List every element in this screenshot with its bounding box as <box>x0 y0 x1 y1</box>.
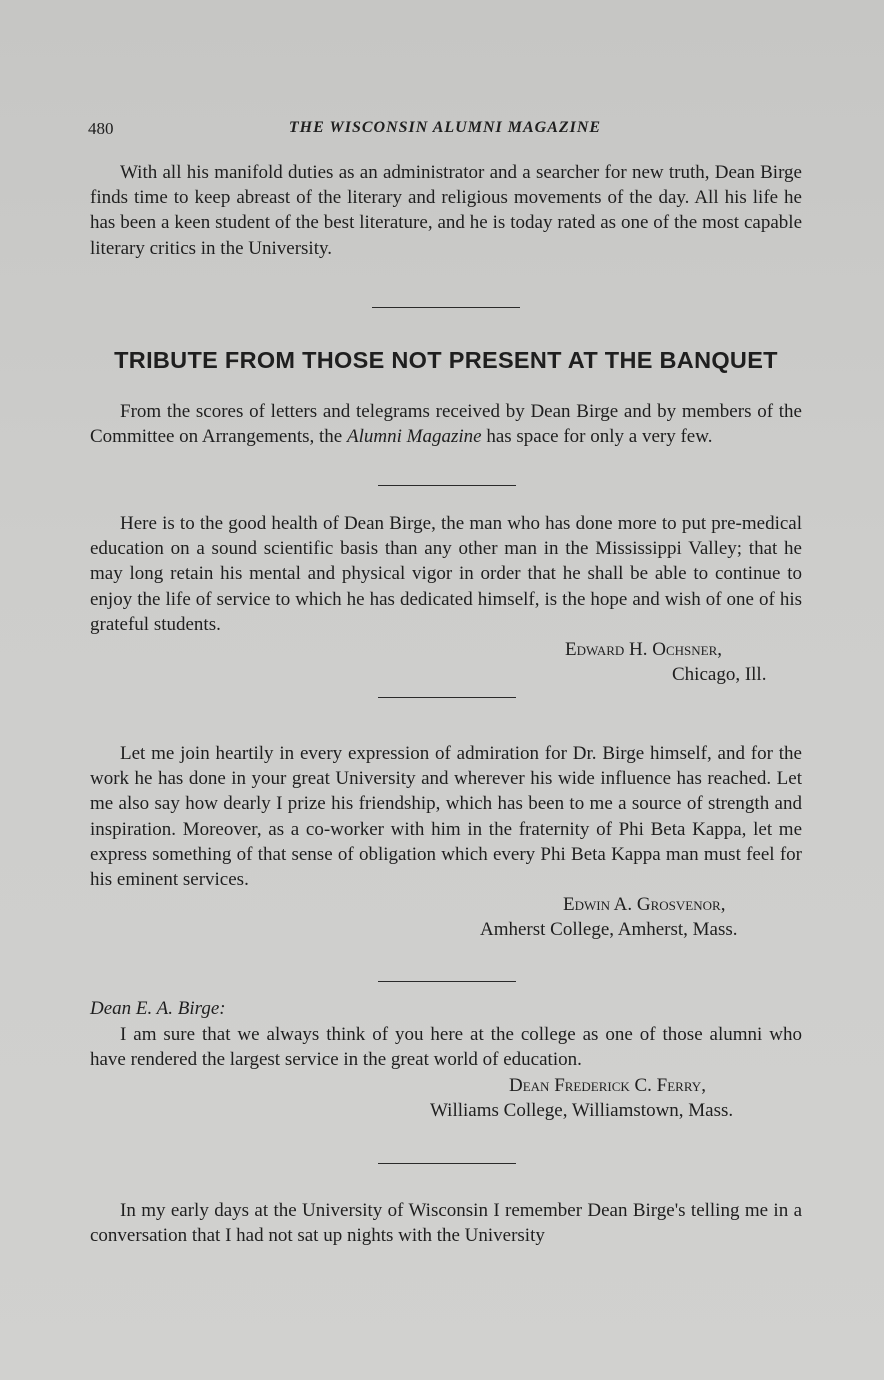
intro-paragraph-text: With all his manifold duties as an administrator and a searcher for new truth, Dean Birge finds time to keep abreast of the literary and religious movements of the day. All his life he has been a keen student of the best literature, and he is today rated as one of the most capable literary critics in the University. <box>90 162 802 259</box>
divider-rule <box>372 307 520 308</box>
tribute-ochsner-body: Here is to the good health of Dean Birge, the man who has done more to put pre-medical education on a sound scientific basis than any other man in the Mississippi Valley; that he may long retain his mental and physical vigor in order that he shall be able to continue to enjoy the life of service to which he has dedicated himself, is the hope and wish of one of his grateful students. <box>90 513 802 635</box>
magazine-name: Alumni Magazine <box>346 426 482 448</box>
signature-ferry: Dean Frederick C. Ferry, <box>509 1075 706 1096</box>
page-header <box>88 119 802 141</box>
signature-grosvenor: Edwin A. Grosvenor, <box>563 894 726 915</box>
signature-location-ferry: Williams College, Williamstown, Mass. <box>430 1100 734 1121</box>
signature-location-ochsner: Chicago, Ill. <box>672 664 767 685</box>
divider-rule <box>378 697 516 698</box>
intro-paragraph <box>90 160 802 261</box>
divider-rule <box>378 485 516 486</box>
running-title: THE WISCONSIN ALUMNI MAGAZINE <box>288 119 602 136</box>
page-number: 480 <box>88 119 114 138</box>
section-lead-paragraph <box>90 399 802 449</box>
divider-rule <box>378 981 516 982</box>
tribute-continued-text <box>90 1198 802 1248</box>
tribute-ferry-body: I am sure that we always think of you here at the college as one of those alumni who have rendered the largest service in the great world of education. <box>90 1024 802 1071</box>
tribute-grosvenor-text <box>90 741 802 892</box>
lead-text-before: From the scores of letters and telegrams received by Dean Birge and by members of the Committee on Arrangements, the <box>90 401 802 448</box>
tribute-grosvenor-body: Let me join heartily in every expression of admiration for Dr. Birge himself, and for the work he has done in your great University and wherever his wide influence has reached. Let me also say how dearly I prize his friendship, which has been to me a source of strength and inspiration. Moreover, as a co-worker with him in the fraternity of Phi Beta Kappa, let me express something of that sense of obligation which every Phi Beta Kappa man must feel for his eminent services. <box>90 743 802 891</box>
signature-ochsner: Edward H. Ochsner, <box>565 639 723 660</box>
tribute-ochsner-text <box>90 511 802 637</box>
salutation: Dean E. A. Birge: <box>90 998 226 1019</box>
divider-rule <box>378 1163 516 1164</box>
tribute-continued-body: In my early days at the University of Wisconsin I remember Dean Birge's telling me in a conversation that I had not sat up nights with the University <box>90 1200 802 1247</box>
lead-text-after: has space for only a very few. <box>481 426 713 448</box>
tribute-ferry-text <box>90 1022 802 1072</box>
signature-location-grosvenor: Amherst College, Amherst, Mass. <box>480 919 738 940</box>
section-title: TRIBUTE FROM THOSE NOT PRESENT AT THE BANQUET <box>114 347 778 373</box>
